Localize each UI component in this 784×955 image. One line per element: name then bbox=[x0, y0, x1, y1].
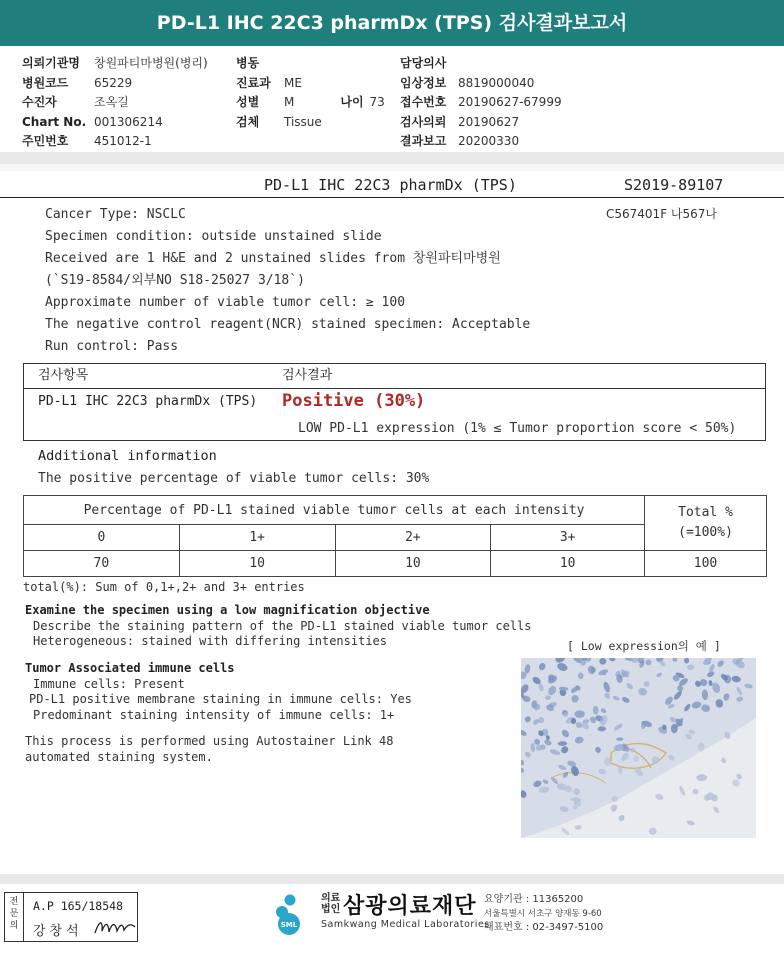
intensity-header: 2+ bbox=[335, 525, 491, 551]
label-specimen: 검체 bbox=[236, 114, 260, 129]
sml-logo-icon bbox=[268, 891, 304, 937]
total-note: total(%): Sum of 0,1+,2+ and 3+ entries bbox=[23, 580, 305, 594]
spec-line: Cancer Type: NSCLC bbox=[45, 207, 186, 222]
value-receipt-no: 20190627-67999 bbox=[458, 95, 562, 109]
intensity-value: 10 bbox=[179, 551, 335, 577]
report-title: PD-L1 IHC 22C3 pharmDx (TPS) 검사결과보고서 bbox=[0, 0, 784, 46]
total-header-line1: Total % bbox=[678, 505, 733, 520]
value-chart-no: 001306214 bbox=[94, 114, 163, 129]
label-resident-no: 주민번호 bbox=[22, 134, 69, 148]
signature-icon bbox=[93, 917, 137, 937]
label-department: 진료과 bbox=[236, 75, 271, 90]
micrograph-svg bbox=[521, 658, 756, 838]
address-line: 대표번호 : 02-3497-5100 bbox=[484, 922, 604, 933]
additional-text: The positive percentage of viable tumor cells: 30% bbox=[38, 471, 430, 486]
tumor-section bbox=[25, 661, 412, 723]
label-age: 나이 bbox=[340, 95, 364, 109]
label-chart-no: Chart No. bbox=[22, 114, 87, 129]
process-note bbox=[25, 734, 393, 765]
ap-number: A.P 165/18548 bbox=[33, 899, 124, 913]
tumor-line: Immune cells: Present bbox=[33, 676, 185, 691]
header-col-1 bbox=[22, 54, 208, 152]
brand-name: 삼광의료재단 bbox=[343, 894, 477, 919]
specimen-code: C567401F 나567나 bbox=[606, 207, 717, 221]
label-hospital-code: 병원코드 bbox=[22, 75, 69, 90]
result-positive: Positive (30%) bbox=[282, 391, 426, 411]
intensity-value: 70 bbox=[24, 551, 180, 577]
specialist-label-text: 전문의 bbox=[9, 897, 19, 931]
value-specimen: Tissue bbox=[284, 114, 322, 129]
value-sex: M bbox=[284, 95, 295, 109]
result-header bbox=[24, 364, 765, 389]
value-hospital-code: 65229 bbox=[94, 75, 133, 90]
header-col-3 bbox=[400, 54, 562, 152]
spec-line: Received are 1 H&E and 2 unstained slides from 창원파티마병원 bbox=[45, 251, 501, 266]
intensity-header: 1+ bbox=[179, 525, 335, 551]
footer-separator bbox=[0, 874, 784, 884]
examine-heading: Examine the specimen using a low magnification objective bbox=[25, 603, 430, 617]
label-receipt-no: 접수번호 bbox=[400, 95, 447, 109]
result-item: PD-L1 IHC 22C3 pharmDx (TPS) bbox=[38, 394, 258, 409]
result-detail: LOW PD-L1 expression (1% ≤ Tumor proportion score < 50%) bbox=[298, 421, 737, 436]
label-ward: 병동 bbox=[236, 56, 260, 70]
value-age: 73 bbox=[369, 95, 385, 109]
intensity-value: 10 bbox=[335, 551, 491, 577]
address-line: 요양기관 : 11365200 bbox=[484, 894, 584, 905]
separator-band bbox=[0, 152, 784, 164]
total-value: 100 bbox=[645, 551, 767, 577]
brand-english: Samkwang Medical Laboratories bbox=[321, 919, 490, 930]
label-clinical-info: 임상정보 bbox=[400, 75, 447, 90]
tumor-line: Predominant staining intensity of immune cells: 1+ bbox=[33, 707, 395, 722]
doctor-name: 강창석 bbox=[33, 924, 83, 939]
label-request-date: 검사의뢰 bbox=[400, 114, 447, 129]
report-test-title: PD-L1 IHC 22C3 pharmDx (TPS) bbox=[264, 176, 517, 194]
total-header bbox=[645, 496, 767, 551]
brand-corporation bbox=[321, 893, 340, 915]
examine-section bbox=[25, 603, 532, 650]
value-clinical-info: 8819000040 bbox=[458, 75, 535, 90]
label-sex: 성별 bbox=[236, 95, 260, 109]
col-test-result: 검사결과 bbox=[282, 368, 333, 383]
label-patient: 수진자 bbox=[22, 95, 57, 109]
spec-line: Specimen condition: outside unstained slide bbox=[45, 229, 382, 244]
header-col-2 bbox=[236, 54, 385, 132]
brand-corporation-line1: 의료 bbox=[321, 893, 341, 904]
brand-corporation-line2: 법인 bbox=[321, 904, 341, 915]
intensity-header: 3+ bbox=[491, 525, 645, 551]
intensity-value: 10 bbox=[491, 551, 645, 577]
result-box bbox=[23, 363, 766, 441]
tumor-line: PD-L1 positive membrane staining in immune cells: Yes bbox=[29, 692, 412, 706]
process-line: automated staining system. bbox=[25, 749, 213, 764]
spec-line: (`S19-8584/외부NO S18-25027 3/18`) bbox=[45, 273, 305, 288]
intensity-caption: Percentage of PD-L1 stained viable tumor cells at each intensity bbox=[24, 496, 645, 525]
signature-box bbox=[4, 892, 138, 942]
examine-line: Heterogeneous: stained with differing intensities bbox=[33, 634, 388, 648]
intensity-table bbox=[23, 495, 767, 577]
separator-band-light bbox=[0, 164, 784, 171]
examine-line: Describe the staining pattern of the PD-L1 stained viable tumor cells bbox=[33, 618, 532, 633]
report-number: S2019-89107 bbox=[624, 176, 724, 194]
value-request-date: 20190627 bbox=[458, 114, 520, 129]
value-department: ME bbox=[284, 75, 302, 90]
value-patient: 조옥길 bbox=[94, 95, 129, 109]
value-resident-no: 451012-1 bbox=[94, 134, 152, 148]
micrograph-image bbox=[521, 658, 756, 838]
process-line: This process is performed using Autostainer Link 48 bbox=[25, 734, 394, 748]
value-institution: 창원파티마병원(병리) bbox=[94, 56, 208, 70]
intensity-header: 0 bbox=[24, 525, 180, 551]
spec-line: Run control: Pass bbox=[45, 339, 179, 354]
label-doctor: 담당의사 bbox=[400, 56, 447, 70]
label-report-date: 결과보고 bbox=[400, 134, 447, 148]
address-line: 서울특별시 서초구 양재동 9-60 bbox=[484, 909, 602, 919]
spec-line: Approximate number of viable tumor cell: ≥ 100 bbox=[45, 295, 406, 310]
spec-line: The negative control reagent(NCR) stained specimen: Acceptable bbox=[45, 317, 531, 332]
report-title-underline bbox=[0, 197, 784, 198]
image-caption: [ Low expression의 예 ] bbox=[567, 639, 721, 653]
logo-text: SML bbox=[280, 921, 298, 929]
label-institution: 의뢰기관명 bbox=[22, 56, 80, 70]
tumor-heading: Tumor Associated immune cells bbox=[25, 661, 235, 675]
additional-heading: Additional information bbox=[38, 448, 217, 464]
specialist-label bbox=[5, 893, 24, 941]
col-test-item: 검사항목 bbox=[38, 368, 89, 383]
total-header-line2: (=100%) bbox=[678, 525, 733, 540]
specimen-info bbox=[45, 204, 530, 358]
lab-address bbox=[484, 893, 603, 935]
value-report-date: 20200330 bbox=[458, 134, 520, 148]
